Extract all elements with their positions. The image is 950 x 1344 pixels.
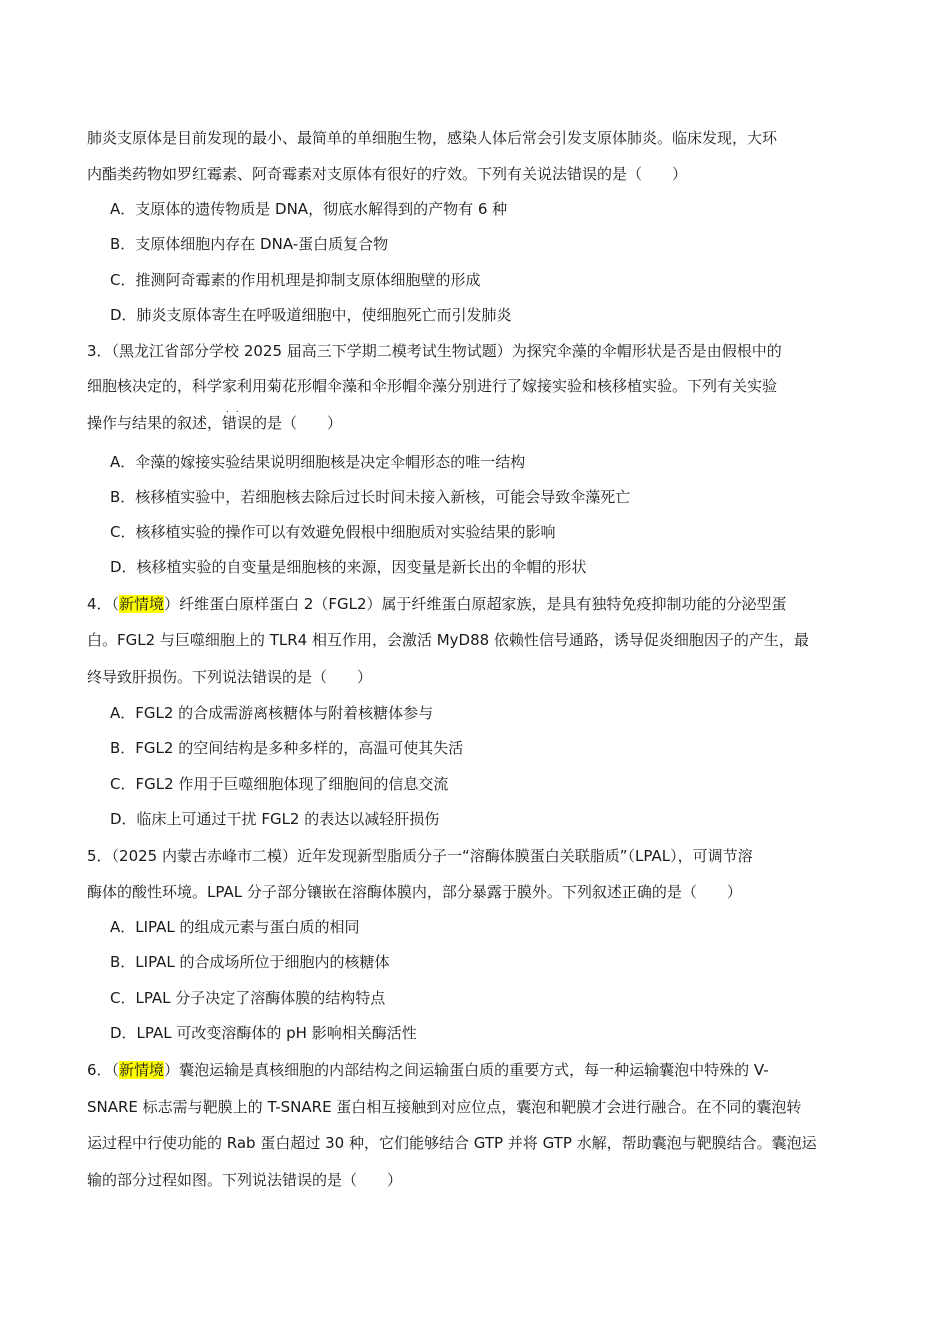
- q3-stem-line-3: [87, 405, 343, 433]
- q4-option-b: B．FGL2 的空间结构是多种多样的，高温可使其失活: [110, 739, 464, 757]
- q3-emphasis-word: [222, 405, 253, 433]
- q4-option-c: C．FGL2 作用于巨噬细胞体现了细胞间的信息交流: [110, 775, 449, 793]
- q2-option-d: D．肺炎支原体寄生在呼吸道细胞中，使细胞死亡而引发肺炎: [110, 306, 512, 324]
- q2-option-c: C．推测阿奇霉素的作用机理是抑制支原体细胞壁的形成: [110, 271, 481, 289]
- q5-option-b: B．LIPAL 的合成场所位于细胞内的核糖体: [110, 953, 390, 971]
- q4-number: 4．（: [87, 595, 120, 613]
- q6-stem-line-1-rest: ）囊泡运输是真核细胞的内部结构之间运输蛋白质的重要方式，每一种运输囊泡中特殊的 V-: [164, 1061, 769, 1079]
- q4-stem-line-2: 白。FGL2 与巨噬细胞上的 TLR4 相互作用，会激活 MyD88 依赖性信号通路，诱导促炎细胞因子的产生，最: [87, 631, 809, 649]
- q3-stem-line-2: 细胞核决定的，科学家利用菊花形帽伞藻和伞形帽伞藻分别进行了嫁接实验和核移植实验。下列有关实验: [87, 377, 778, 395]
- q4-stem-line-3: 终导致肝损伤。下列说法错误的是（ ）: [87, 668, 373, 686]
- q4-stem-line-1-rest: ）纤维蛋白原样蛋白 2（FGL2）属于纤维蛋白原超家族，是具有独特免疫抑制功能的分泌型蛋: [164, 595, 787, 613]
- q2-option-a: A．支原体的遗传物质是 DNA，彻底水解得到的产物有 6 种: [110, 200, 508, 218]
- q3-stem-line-1: 3．（黑龙江省部分学校 2025 届高三下学期二模考试生物试题）为探究伞藻的伞帽形状是否是由假根中的: [87, 342, 782, 360]
- emphasis-dots: ..: [226, 405, 246, 415]
- q6-stem-line-2: SNARE 标志需与靶膜上的 T-SNARE 蛋白相互接触到对应位点，囊泡和靶膜才会进行融合。在不同的囊泡转: [87, 1098, 802, 1116]
- q3-option-a: A．伞藻的嫁接实验结果说明细胞核是决定伞帽形态的唯一结构: [110, 453, 526, 471]
- q6-tag-highlight: 新情境: [119, 1061, 165, 1079]
- q3-option-c: C．核移植实验的操作可以有效避免假根中细胞质对实验结果的影响: [110, 523, 556, 541]
- q6-stem-line-3: 运过程中行使功能的 Rab 蛋白超过 30 种，它们能够结合 GTP 并将 GTP 水解，帮助囊泡与靶膜结合。囊泡运: [87, 1134, 817, 1152]
- q2-stem-line-2: 内酯类药物如罗红霉素、阿奇霉素对支原体有很好的疗效。下列有关说法错误的是（ ）: [87, 165, 688, 183]
- q2-option-b: B．支原体细胞内存在 DNA-蛋白质复合物: [110, 235, 389, 253]
- q4-tag-highlight: 新情境: [119, 595, 165, 613]
- q2-stem-line-1: 肺炎支原体是目前发现的最小、最简单的单细胞生物，感染人体后常会引发支原体肺炎。临床发现，大环: [87, 129, 778, 147]
- q5-stem-line-1: 5．（2025 内蒙古赤峰市二模）近年发现新型脂质分子一“溶酶体膜蛋白关联脂质”（LPAL），可调节溶: [87, 847, 753, 865]
- q6-number: 6．（: [87, 1061, 120, 1079]
- q5-option-c: C．LPAL 分子决定了溶酶体膜的结构特点: [110, 989, 386, 1007]
- q4-option-a: A．FGL2 的合成需游离核糖体与附着核糖体参与: [110, 704, 434, 722]
- q3-option-b: B．核移植实验中，若细胞核去除后过长时间未接入新核，可能会导致伞藻死亡: [110, 488, 631, 506]
- q5-option-a: A．LIPAL 的组成元素与蛋白质的相同: [110, 918, 360, 936]
- q3-stem-line-3-before: 操作与结果的叙述，: [87, 414, 223, 432]
- q3-option-d: D．核移植实验的自变量是细胞核的来源，因变量是新长出的伞帽的形状: [110, 558, 587, 576]
- q5-option-d: D．LPAL 可改变溶酶体的 pH 影响相关酶活性: [110, 1024, 417, 1042]
- q3-stem-line-3-after: 的是（ ）: [252, 414, 343, 432]
- q6-stem-line-1: [87, 1060, 769, 1080]
- q6-stem-line-4: 输的部分过程如图。下列说法错误的是（ ）: [87, 1171, 403, 1189]
- q4-option-d: D．临床上可通过干扰 FGL2 的表达以减轻肝损伤: [110, 810, 440, 828]
- q5-stem-line-2: 酶体的酸性环境。LPAL 分子部分镶嵌在溶酶体膜内，部分暴露于膜外。下列叙述正确的是（ ）: [87, 883, 742, 901]
- q4-stem-line-1: [87, 594, 787, 614]
- q3-emphasis-text: 错误: [222, 414, 253, 432]
